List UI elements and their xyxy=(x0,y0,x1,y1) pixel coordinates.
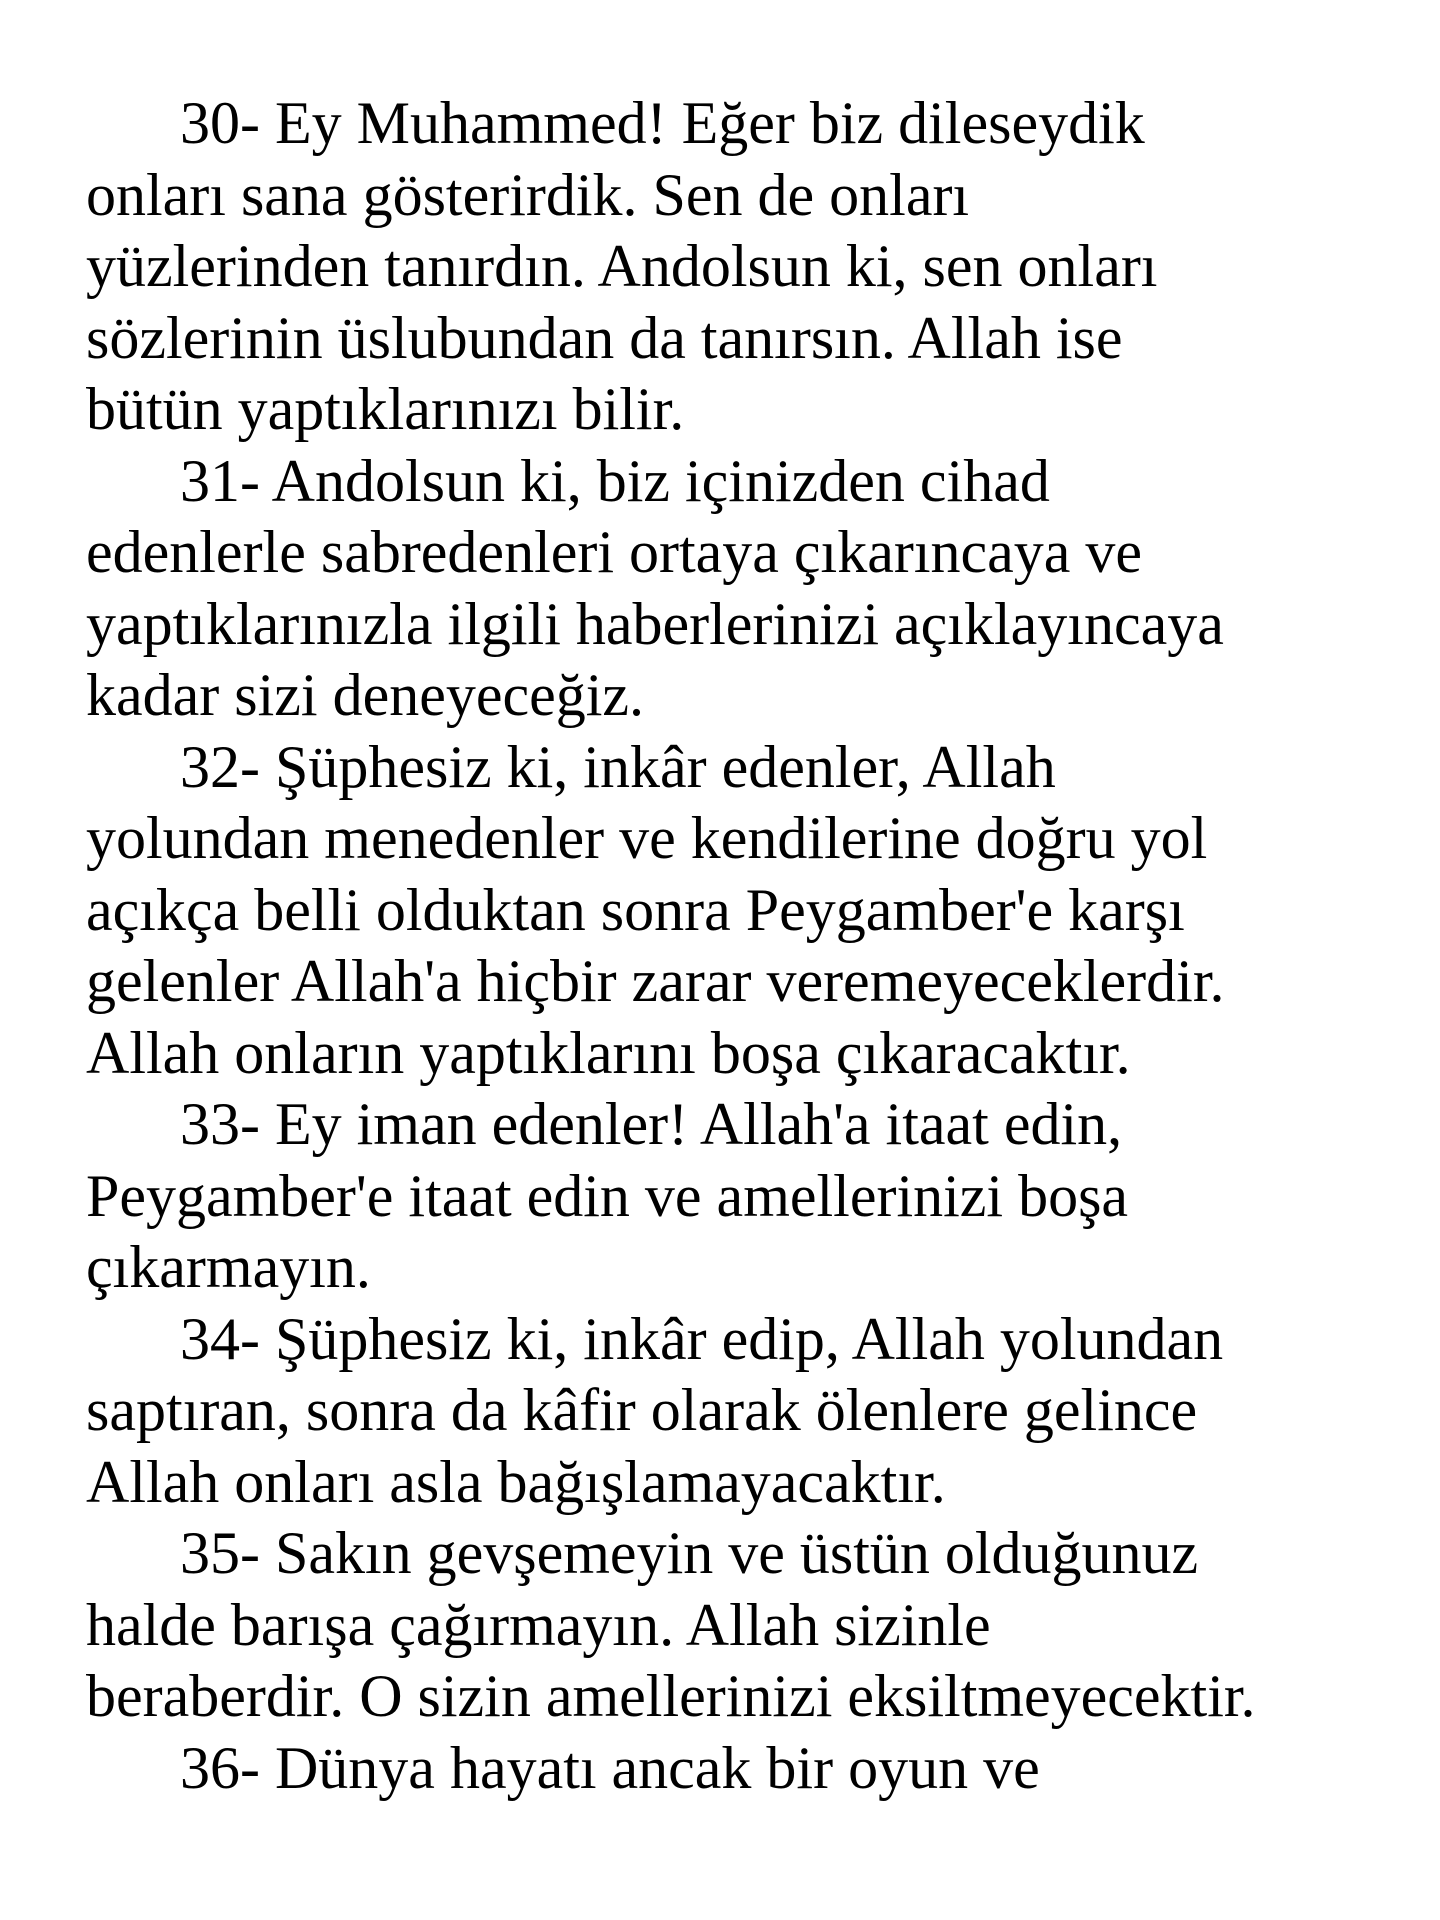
verse-30: 30- Ey Muhammed! Eğer biz dileseydik onları sana gösterirdik. Sen de onları yüzlerinden tanırdın. Andolsun ki, sen onları sözlerinin üslubundan da tanırsın. Allah ise bütün yaptıklarınızı bilir. xyxy=(86,90,1158,442)
verse-33: 33- Ey iman edenler! Allah'a itaat edin, Peygamber'e itaat edin ve amellerinizi boşa çıkarmayın. xyxy=(86,1091,1129,1300)
verse-35: 35- Sakın gevşemeyin ve üstün olduğunuz halde barışa çağırmayın. Allah sizinle beraberdir. O sizin amellerinizi eksiltmeyecektir. xyxy=(86,1520,1256,1729)
verse-36: 36- Dünya hayatı ancak bir oyun ve xyxy=(180,1734,1040,1801)
verse-32: 32- Şüphesiz ki, inkâr edenler, Allah yolundan menedenler ve kendilerine doğru yol açıkça belli olduktan sonra Peygamber'e karşı gelenler Allah'a hiçbir zarar veremeyeceklerdir. Allah onların yaptıklarını boşa çıkaracaktır. xyxy=(86,733,1225,1086)
verse-34: 34- Şüphesiz ki, inkâr edip, Allah yolundan saptıran, sonra da kâfir olarak ölenlere gelince Allah onları asla bağışlamayacaktır. xyxy=(86,1305,1224,1515)
document-page xyxy=(86,88,1406,1804)
verse-31: 31- Andolsun ki, biz içinizden cihad edenlerle sabredenleri ortaya çıkarıncaya ve yaptıklarınızla ilgili haberlerinizi açıklayıncaya kadar sizi deneyeceğiz. xyxy=(86,447,1224,728)
